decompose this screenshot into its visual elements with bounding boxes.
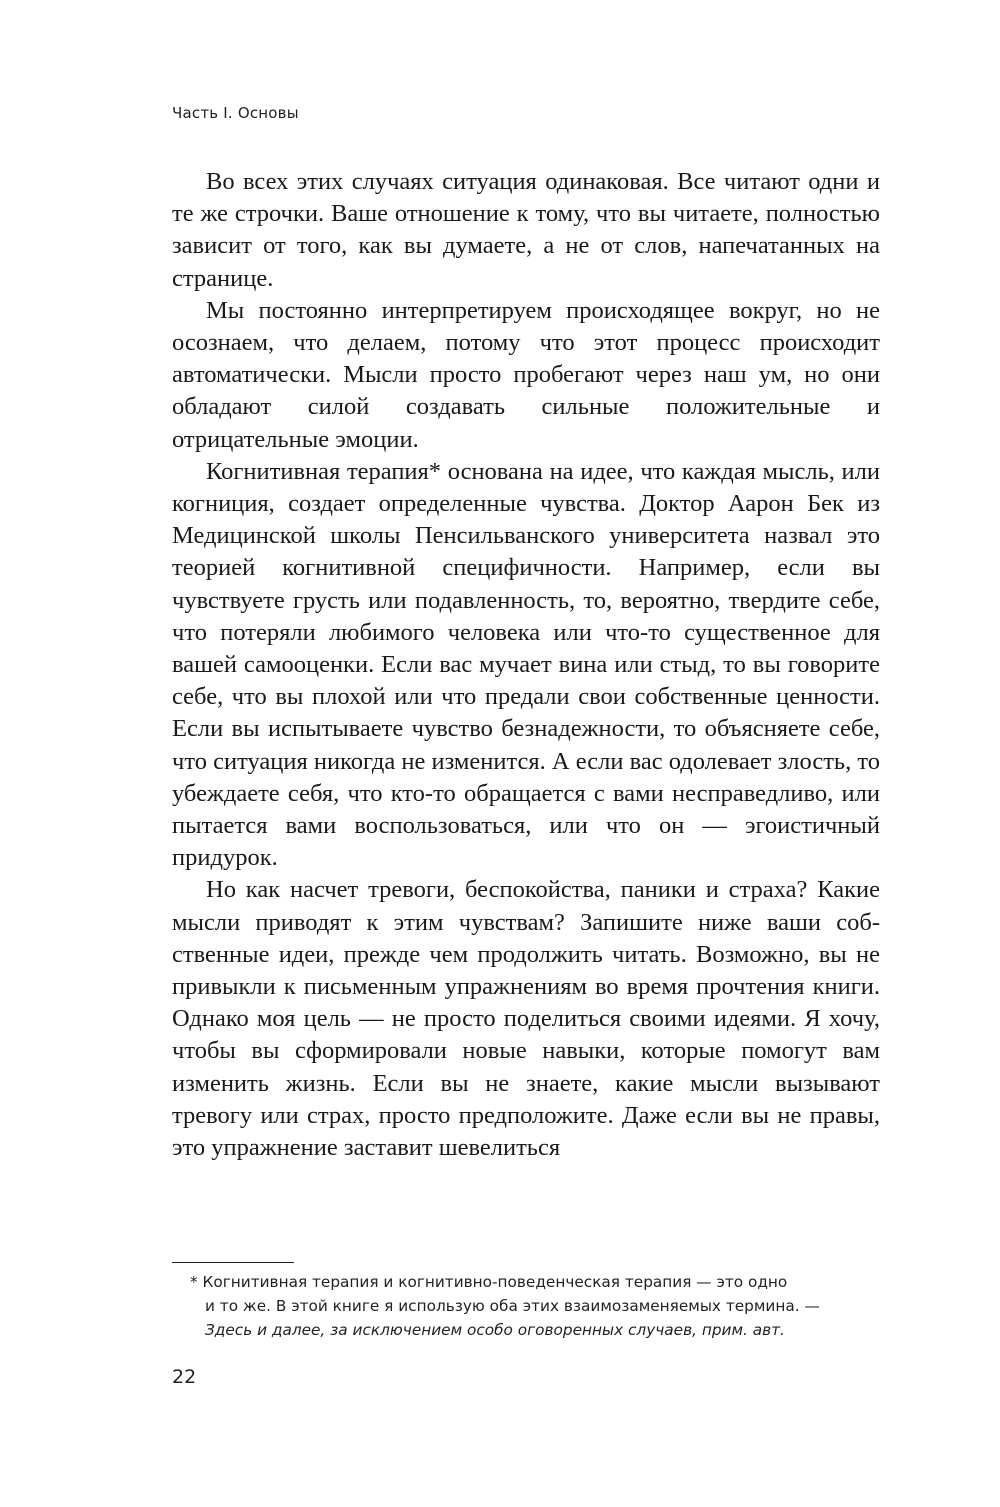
footnote-divider: [172, 1262, 294, 1263]
page-number: 22: [172, 1366, 197, 1388]
footnote-line: и то же. В этой книге я использую оба этих взаимозаменяемых термина. —: [205, 1297, 820, 1315]
paragraph: Но как насчет тревоги, беспокойства, паники и страха? Какие мысли приводят к этим чувствам? Запишите ниже ваши собственные идеи, прежде чем продолжить читать. Возможно, вы не привыкли к письменным упражнениям во время прочтения книги. Однако моя цель — не просто поделиться своими идеями. Я хочу, чтобы вы сформировали новые навыки, которые помогут вам изменить жизнь. Если вы не знаете, какие мысли вызывают тревогу или страх, просто предположите. Даже если вы не правы, это упражнение заставит шевелиться: [172, 876, 880, 1162]
paragraph: Когнитивная терапия* основана на идее, что каждая мысль, или когниция, создает определенные чувства. Доктор Аарон Бек из Медицинской школы Пенсильванского университета назвал это теорией когнитивной специфичности. Например, если вы чувствуете грусть или подавленность, то, вероятно, твердите себе, что потеряли любимого человека или что-то существенное для вашей самооценки. Если вас мучает вина или стыд, то вы говорите себе, что вы плохой или что предали свои собственные ценности. Если вы испытываете чувство безнадежности, то объясняете себе, что ситуация никогда не изменится. А если вас одолевает злость, то убеждаете себя, что кто-то обращается с вами несправедливо, или пытается вами воспользоваться, или что он — эгоистичный придурок.: [172, 457, 880, 872]
paragraph: Во всех этих случаях ситуация одинаковая. Все читают одни и те же строчки. Ваше отношение к тому, что вы читаете, полностью зависит от того, как вы думаете, а не от слов, напечатанных на странице.: [172, 168, 880, 292]
body-text: [172, 166, 880, 1164]
footnote-line: * Когнитивная терапия и когнитивно-поведенческая терапия — это одно: [190, 1273, 788, 1291]
paragraph: Мы постоянно интерпретируем происходящее вокруг, но не осознаем, что делаем, потому что этот процесс происходит автоматически. Мысли просто пробегают через наш ум, но они обладают силой создавать сильные положительные и отрицательные эмоции.: [172, 296, 880, 453]
footnote: [172, 1270, 880, 1342]
footnote-attribution: Здесь и далее, за исключением особо оговоренных случаев, прим. авт.: [205, 1321, 785, 1339]
running-head: Часть I. Основы: [172, 104, 299, 122]
